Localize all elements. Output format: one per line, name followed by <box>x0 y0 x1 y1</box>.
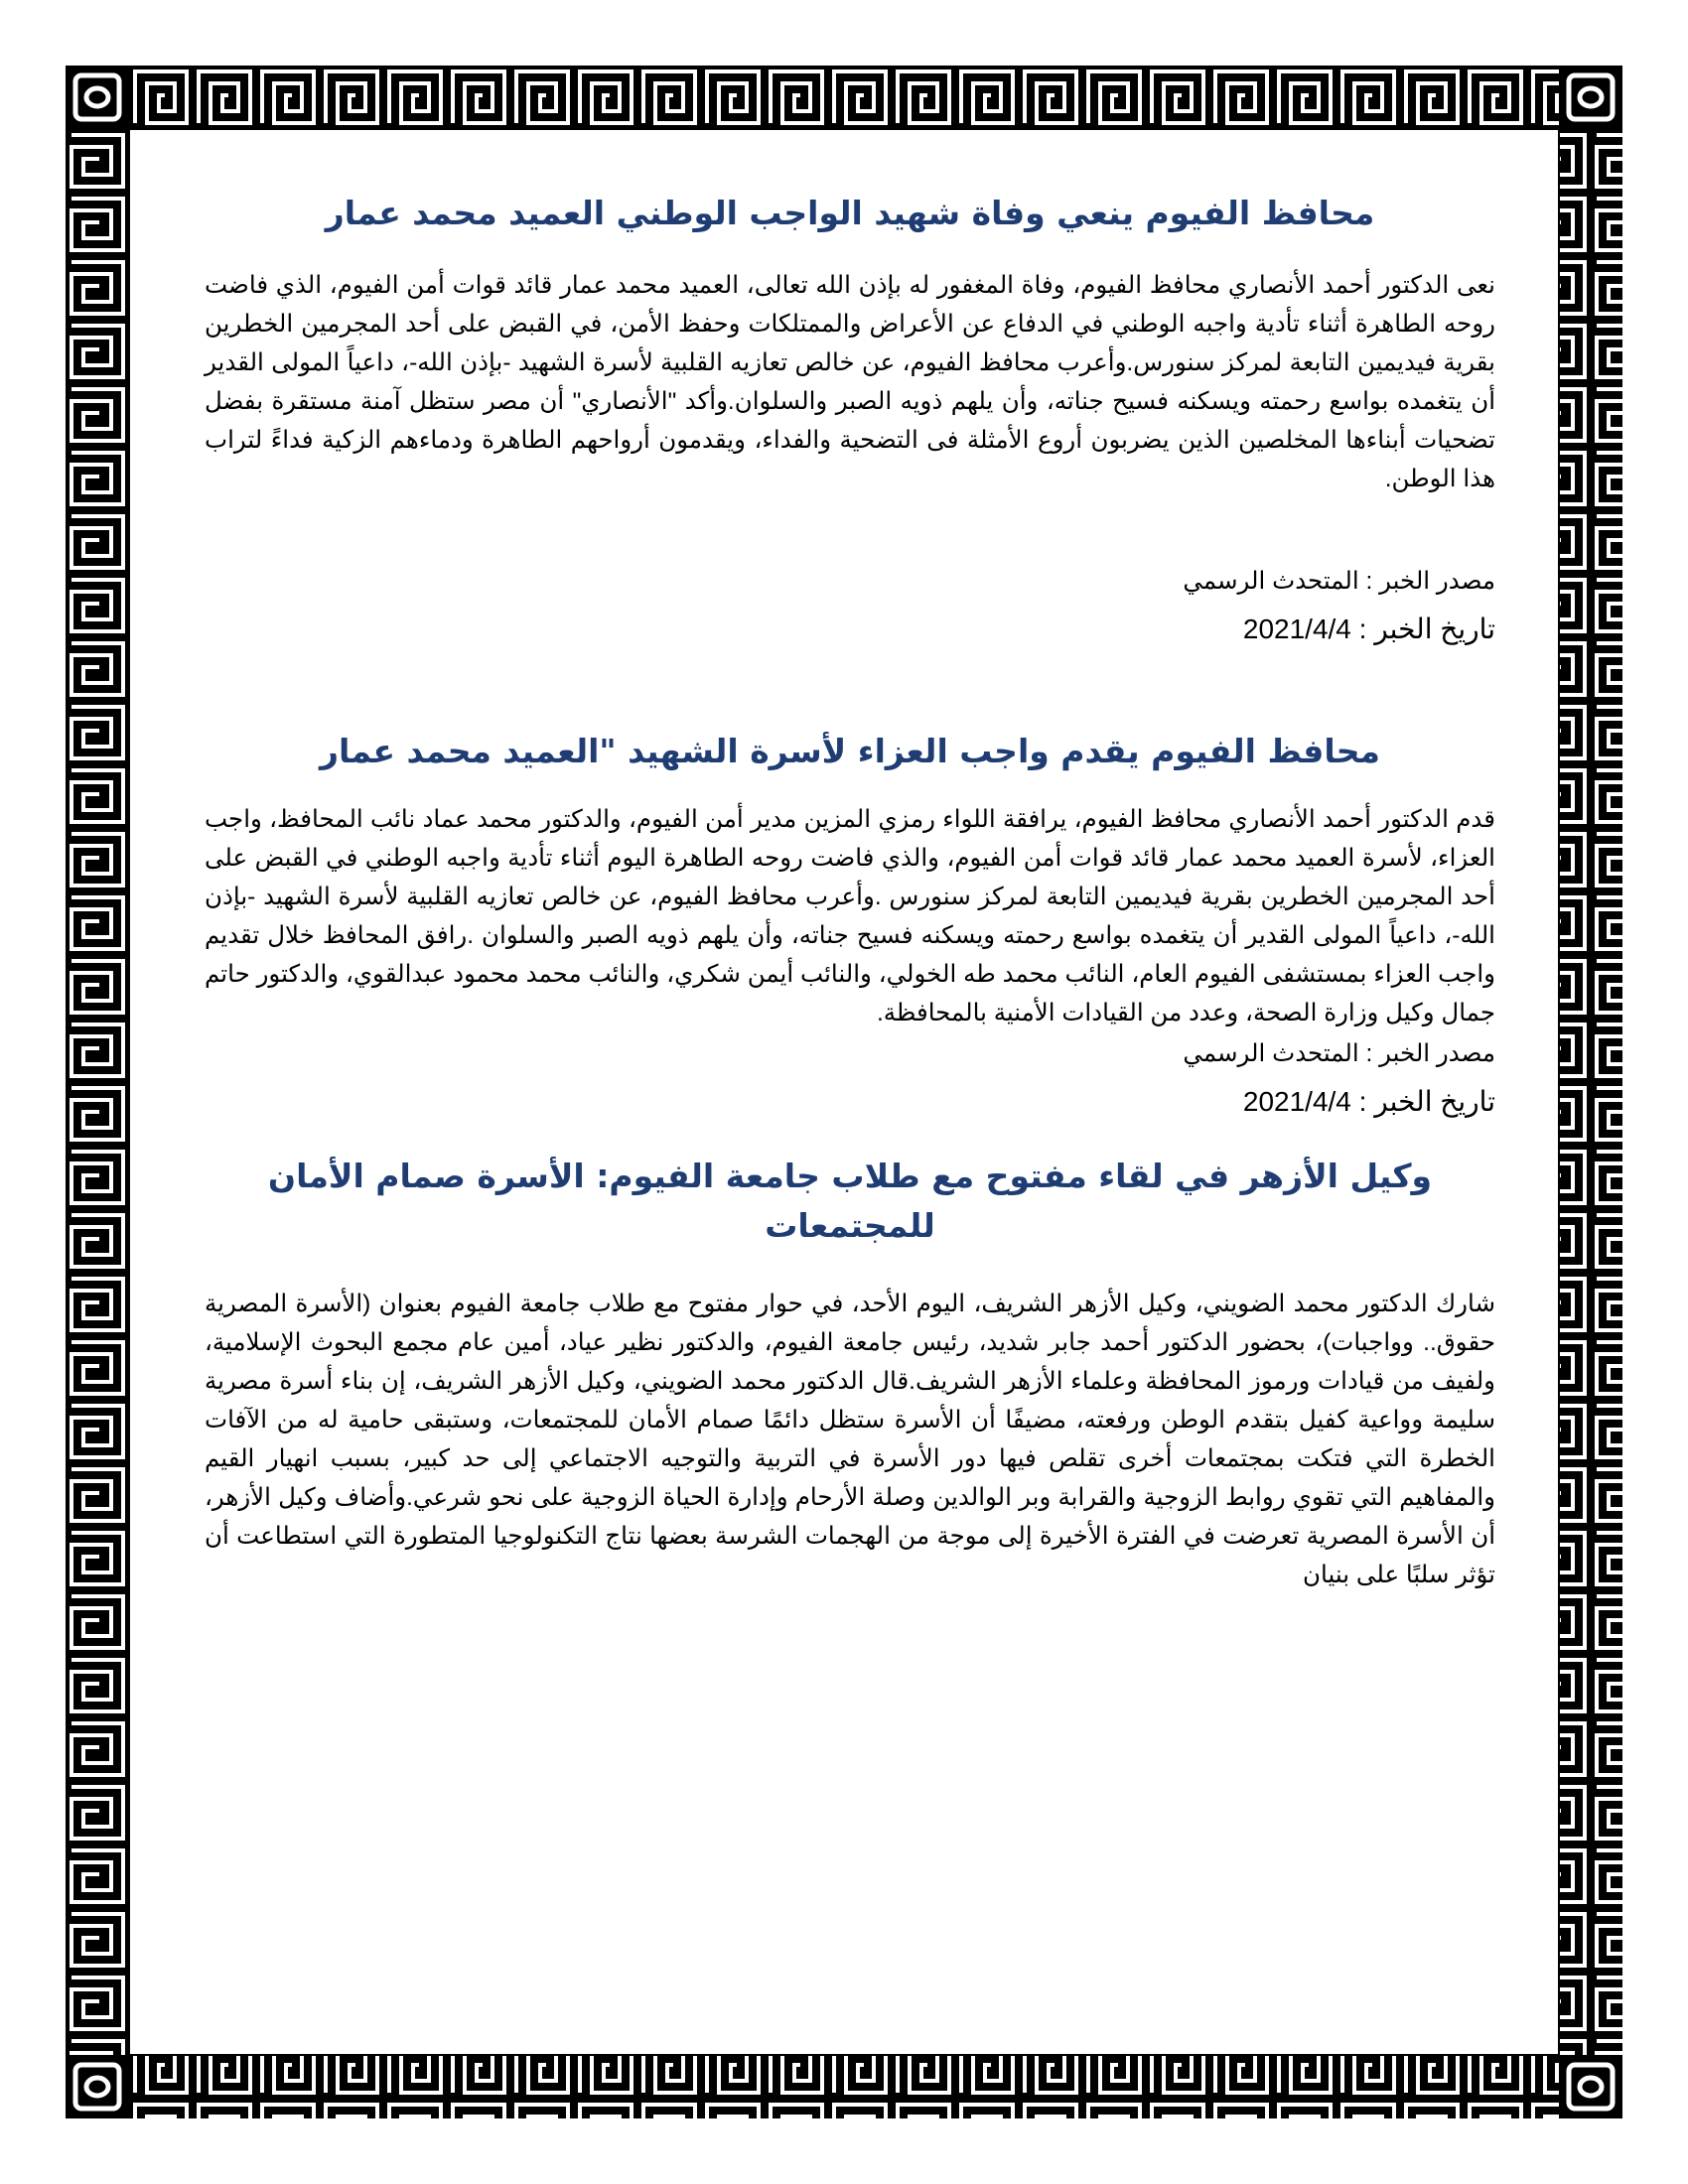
article-title: محافظ الفيوم ينعي وفاة شهيد الواجب الوطني العميد محمد عمار <box>325 194 1375 232</box>
article-date: تاريخ الخبر : 2021/4/4 <box>1242 614 1495 644</box>
article-body: شارك الدكتور محمد الضويني، وكيل الأزهر الشريف، اليوم الأحد، في حوار مفتوح مع طلاب جامعة الفيوم بعنوان (الأسرة المصرية حقوق.. وواجبات)، بحضور الدكتور أحمد جابر شديد، رئيس جامعة الفيوم، والدكتور نظير عياد، أمين عام مجمع البحوث الإسلامية، ولفيف من قيادات ورموز المحافظة وعلماء الأزهر الشريف.قال الدكتور محمد الضويني، وكيل الأزهر الشريف، إن بناء أسرة مصرية سليمة وواعية كفيل بتقدم الوطن ورفعته، مضيفًا أن الأسرة ستظل دائمًا صمام الأمان للمجتمعات، وستبقى حامية له من الآفات الخطرة التي فتكت بمجتمعات أخرى تقلص فيها دور الأسرة في التربية والتوجيه الاجتماعي إلى حد كبير، بسبب انهيار القيم والمفاهيم التي تقوي روابط الزوجية والقرابة وبر الوالدين وصلة الأرحام وإدارة الحياة الزوجية على نحو شرعي.وأضاف وكيل الأزهر، أن الأسرة المصرية تعرضت في الفترة الأخيرة إلى موجة من الهجمات الشرسة بعضها نتاج التكنولوجيا المتطورة التي استطاعت أن تؤثر سلبًا على بنيان <box>205 1291 1495 1588</box>
news-article <box>205 189 1495 651</box>
article-date: تاريخ الخبر : 2021/4/4 <box>1242 1086 1495 1117</box>
article-source: مصدر الخبر : المتحدث الرسمي <box>1183 1040 1495 1067</box>
news-content <box>205 189 1495 1594</box>
article-body: قدم الدكتور أحمد الأنصاري محافظ الفيوم، يرافقة اللواء رمزي المزين مدير أمن الفيوم، والدكتور محمد عماد نائب المحافظ، واجب العزاء، لأسرة العميد محمد عمار قائد قوات أمن الفيوم، والذي فاضت روحه الطاهرة اليوم أثناء تأدية واجبه الوطني في القبض على أحد المجرمين الخطرين بقرية فيديمين التابعة لمركز سنورس .وأعرب محافظ الفيوم، عن خالص تعازيه القلبية لأسرة الشهيد -بإذن الله-، داعياً المولى القدير أن يتغمده بواسع رحمته ويسكنه فسيح جناته، وأن يلهم ذويه الصبر والسلوان .رافق المحافظ خلال تقديم واجب العزاء بمستشفى الفيوم العام، النائب محمد طه الخولي، والنائب أيمن شكري، والنائب محمد محمود عبدالقوي، والدكتور حاتم جمال وكيل وزارة الصحة، وعدد من القيادات الأمنية بالمحافظة. <box>205 806 1495 1026</box>
news-article <box>205 727 1495 1124</box>
article-source: مصدر الخبر : المتحدث الرسمي <box>1183 568 1495 595</box>
article-title: وكيل الأزهر في لقاء مفتوح مع طلاب جامعة الفيوم: الأسرة صمام الأمان للمجتمعات <box>267 1157 1433 1245</box>
news-article <box>205 1152 1495 1594</box>
article-body: نعى الدكتور أحمد الأنصاري محافظ الفيوم، وفاة المغفور له بإذن الله تعالى، العميد محمد عمار قائد قوات أمن الفيوم، الذي فاضت روحه الطاهرة أثناء تأدية واجبه الوطني في الدفاع عن الأعراض والممتلكات وحفظ الأمن، في القبض على أحد المجرمين الخطرين بقرية فيديمين التابعة لمركز سنورس.وأعرب محافظ الفيوم، عن خالص تعازيه القلبية لأسرة الشهيد -بإذن الله-، داعياً المولى القدير أن يتغمده بواسع رحمته ويسكنه فسيح جناته، وأن يلهم ذويه الصبر والسلوان.وأكد "الأنصاري" أن مصر ستظل آمنة مستقرة بفضل تضحيات أبناءها المخلصين الذين يضربون أروع الأمثلة فى التضحية والفداء، ويقدمون أرواحهم الطاهرة ودماءهم الزكية فداءً لتراب هذا الوطن. <box>205 272 1495 492</box>
article-title: محافظ الفيوم يقدم واجب العزاء لأسرة الشهيد "العميد محمد عمار <box>320 732 1380 770</box>
